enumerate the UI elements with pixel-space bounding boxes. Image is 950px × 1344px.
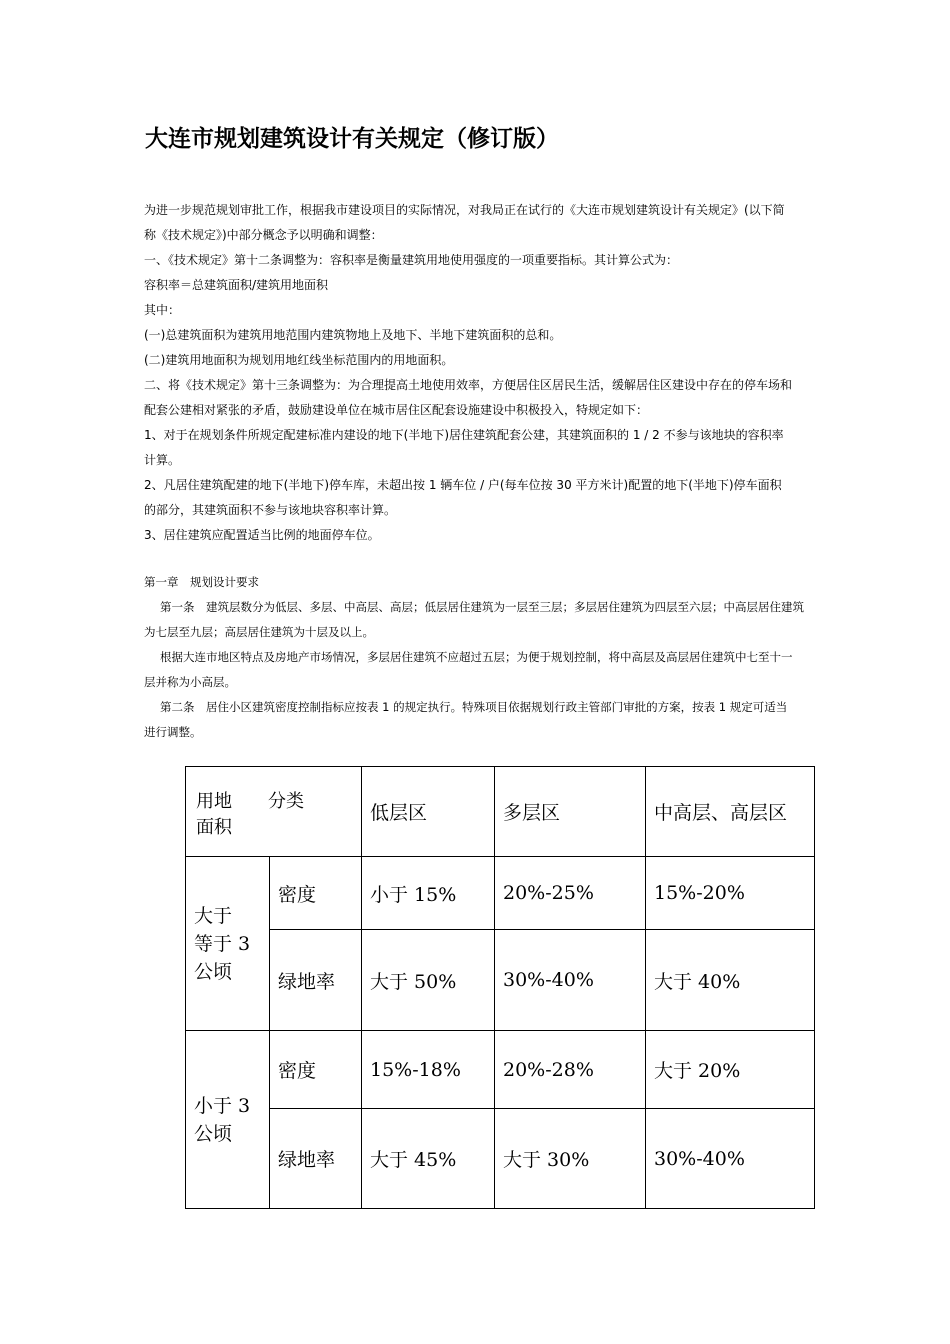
- group-label-large: [186, 857, 270, 1031]
- group-label-line: 大于: [194, 904, 233, 927]
- paragraph-line: 计算。: [144, 453, 181, 467]
- paragraph-line: 1、对于在规划条件所规定配建标准内建设的地下(半地下)居住建筑配套公建，其建筑面积的 1 / 2 不参与该地块的容积率: [144, 428, 784, 442]
- table-header-row: [186, 767, 815, 857]
- paragraph-line: 为进一步规范规划审批工作，根据我市建设项目的实际情况，对我局正在试行的《大连市规划建筑设计有关规定》(以下简: [144, 203, 785, 217]
- column-header-high: 中高层、高层区: [646, 767, 815, 857]
- paragraph-line: 称《技术规定》)中部分概念予以明确和调整：: [144, 228, 383, 242]
- table-cell: 大于 40%: [646, 930, 815, 1031]
- group-label-line: 等于 3: [194, 932, 251, 955]
- column-header-multi: 多层区: [495, 767, 646, 857]
- paragraph-line: 一、《技术规定》第十二条调整为：容积率是衡量建筑用地使用强度的一项重要指标。其计算公式为：: [144, 253, 679, 267]
- metric-label: 密度: [270, 857, 362, 930]
- table-cell: 30%-40%: [495, 930, 646, 1031]
- paragraph-line: 的部分，其建筑面积不参与该地块容积率计算。: [144, 503, 397, 517]
- table-cell: 30%-40%: [646, 1109, 815, 1209]
- density-table: [185, 766, 815, 1209]
- group-label-small: [186, 1031, 270, 1209]
- metric-label: 密度: [270, 1031, 362, 1109]
- table-row: [186, 857, 815, 930]
- header-category-label: 用地 分类: [196, 791, 304, 812]
- article-line: 第二条 居住小区建筑密度控制指标应按表 1 的规定执行。特殊项目依据规划行政主管部门审批的方案，按表 1 规定可适当: [160, 700, 788, 714]
- table-cell: 20%-28%: [495, 1031, 646, 1109]
- header-area-label: 面积: [196, 817, 232, 838]
- table-cell: 15%-18%: [362, 1031, 495, 1109]
- paragraph-line: 二、将《技术规定》第十三条调整为：为合理提高土地使用效率，方便居住区居民生活，缓解居住区建设中存在的停车场和: [144, 378, 793, 392]
- column-header-low: 低层区: [362, 767, 495, 857]
- paragraph-line: (二)建筑用地面积为规划用地红线坐标范围内的用地面积。: [144, 353, 454, 367]
- chapter-heading: 第一章 规划设计要求: [144, 575, 259, 589]
- group-label-line: 小于 3: [194, 1094, 251, 1117]
- table-corner-header: [186, 767, 362, 857]
- document-title: 大连市规划建筑设计有关规定（修订版）: [145, 126, 559, 152]
- table-cell: 15%-20%: [646, 857, 815, 930]
- article-line: 根据大连市地区特点及房地产市场情况，多层居住建筑不应超过五层；为便于规划控制，将中高层及高层居住建筑中七至十一: [160, 650, 793, 664]
- metric-label: 绿地率: [270, 1109, 362, 1209]
- formula-line: 容积率＝总建筑面积/建筑用地面积: [144, 278, 329, 292]
- table-cell: 大于 50%: [362, 930, 495, 1031]
- table-cell: 小于 15%: [362, 857, 495, 930]
- article-line: 层并称为小高层。: [144, 675, 236, 689]
- table-row: [186, 1031, 815, 1109]
- table-cell: 大于 20%: [646, 1031, 815, 1109]
- group-label-line: 公顷: [194, 960, 233, 983]
- paragraph-line: 2、凡居住建筑配建的地下(半地下)停车库，未超出按 1 辆车位 / 户(每车位按 30 平方米计)配置的地下(半地下)停车面积: [144, 478, 782, 492]
- table-row: [186, 1109, 815, 1209]
- article-line: 第一条 建筑层数分为低层、多层、中高层、高层；低层居住建筑为一层至三层；多层居住建筑为四层至六层；中高层居住建筑: [160, 600, 804, 614]
- group-label-line: 公顷: [194, 1122, 233, 1145]
- paragraph-line: 其中：: [144, 303, 181, 317]
- table-cell: 20%-25%: [495, 857, 646, 930]
- table-row: [186, 930, 815, 1031]
- metric-label: 绿地率: [270, 930, 362, 1031]
- paragraph-line: (一)总建筑面积为建筑用地范围内建筑物地上及地下、半地下建筑面积的总和。: [144, 328, 562, 342]
- article-line: 进行调整。: [144, 725, 202, 739]
- table-cell: 大于 30%: [495, 1109, 646, 1209]
- paragraph-line: 3、居住建筑应配置适当比例的地面停车位。: [144, 528, 380, 542]
- article-line: 为七层至九层；高层居住建筑为十层及以上。: [144, 625, 374, 639]
- table-cell: 大于 45%: [362, 1109, 495, 1209]
- paragraph-line: 配套公建相对紧张的矛盾，鼓励建设单位在城市居住区配套设施建设中积极投入，特规定如下：: [144, 403, 649, 417]
